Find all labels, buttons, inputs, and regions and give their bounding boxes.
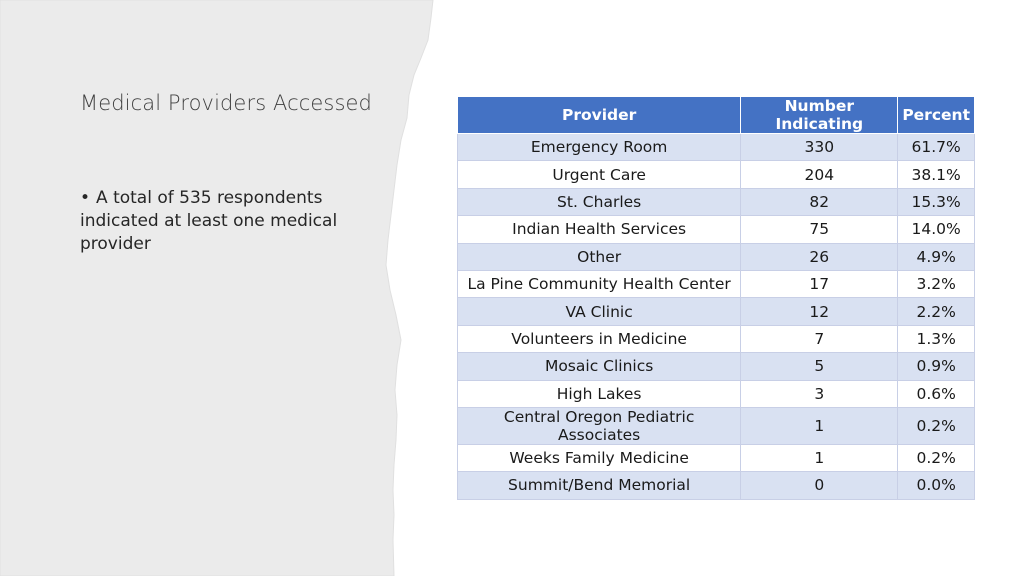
cell-number: 5 (741, 353, 898, 380)
cell-provider: High Lakes (458, 380, 741, 407)
cell-percent: 1.3% (898, 325, 975, 352)
table-row (458, 407, 975, 444)
table-row (458, 243, 975, 270)
table-row (458, 298, 975, 325)
table-row (458, 270, 975, 297)
table-row (458, 134, 975, 161)
cell-number: 82 (741, 188, 898, 215)
cell-number: 204 (741, 161, 898, 188)
cell-provider: Summit/Bend Memorial (458, 472, 741, 499)
providers-table (457, 96, 975, 500)
page-title: Medical Providers Accessed (80, 91, 372, 115)
cell-number: 12 (741, 298, 898, 325)
header-percent: Percent (898, 97, 975, 134)
cell-number: 3 (741, 380, 898, 407)
cell-provider: Volunteers in Medicine (458, 325, 741, 352)
table-row (458, 325, 975, 352)
bullet-icon: • (80, 188, 91, 208)
cell-percent: 3.2% (898, 270, 975, 297)
cell-percent: 0.6% (898, 380, 975, 407)
table-row (458, 353, 975, 380)
cell-number: 330 (741, 134, 898, 161)
cell-provider: La Pine Community Health Center (458, 270, 741, 297)
cell-provider: Mosaic Clinics (458, 353, 741, 380)
cell-number: 7 (741, 325, 898, 352)
header-provider: Provider (458, 97, 741, 134)
cell-provider: Emergency Room (458, 134, 741, 161)
table-row (458, 472, 975, 499)
cell-percent: 0.2% (898, 444, 975, 471)
table-row (458, 380, 975, 407)
cell-percent: 0.0% (898, 472, 975, 499)
bullet-text: A total of 535 respondents indicated at least one medical provider (80, 188, 338, 254)
cell-percent: 38.1% (898, 161, 975, 188)
header-number-indicating: Number Indicating (741, 97, 898, 134)
cell-provider: Weeks Family Medicine (458, 444, 741, 471)
table-row (458, 161, 975, 188)
cell-number: 0 (741, 472, 898, 499)
cell-number: 75 (741, 216, 898, 243)
cell-provider: Other (458, 243, 741, 270)
cell-percent: 4.9% (898, 243, 975, 270)
table-header-row (458, 97, 975, 134)
cell-provider: Urgent Care (458, 161, 741, 188)
table-row (458, 444, 975, 471)
cell-percent: 15.3% (898, 188, 975, 215)
cell-provider: St. Charles (458, 188, 741, 215)
cell-number: 26 (741, 243, 898, 270)
cell-percent: 0.9% (898, 353, 975, 380)
cell-number: 17 (741, 270, 898, 297)
cell-percent: 61.7% (898, 134, 975, 161)
cell-number: 1 (741, 407, 898, 444)
cell-percent: 0.2% (898, 407, 975, 444)
cell-provider: VA Clinic (458, 298, 741, 325)
table-row (458, 188, 975, 215)
cell-percent: 14.0% (898, 216, 975, 243)
cell-provider: Central Oregon Pediatric Associates (458, 407, 741, 444)
cell-percent: 2.2% (898, 298, 975, 325)
cell-number: 1 (741, 444, 898, 471)
bullet-list (80, 187, 380, 256)
table-row (458, 216, 975, 243)
cell-provider: Indian Health Services (458, 216, 741, 243)
